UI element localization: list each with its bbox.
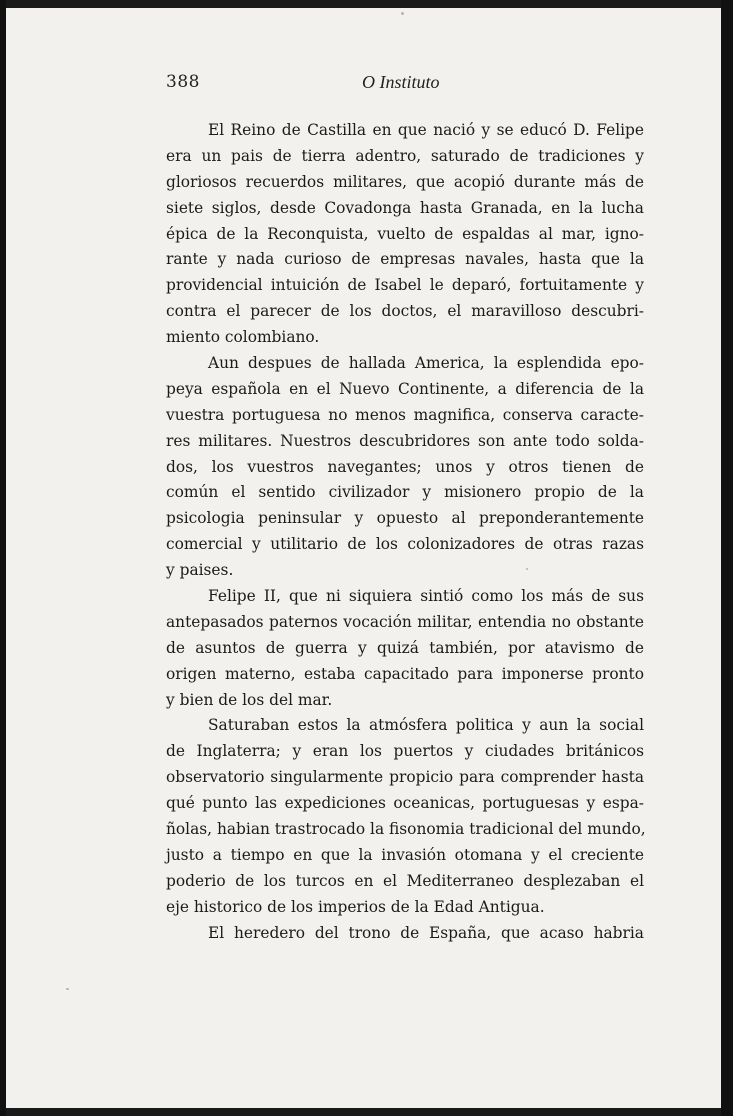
text-line: res militares. Nuestros descubridores son ante todo solda- bbox=[166, 431, 644, 450]
text-line: Felipe II, que ni siquiera sintió como los más de sus bbox=[208, 587, 644, 606]
paragraph bbox=[166, 118, 644, 351]
text-line: Aun despues de hallada America, la esplendida epo- bbox=[208, 354, 644, 373]
scan-speck bbox=[66, 988, 69, 990]
text-line: gloriosos recuerdos militares, que acopió durante más de bbox=[166, 172, 644, 191]
text-line: qué punto las expediciones oceanicas, portuguesas y espa- bbox=[166, 794, 644, 813]
text-line: rante y nada curioso de empresas navales, hasta que la bbox=[166, 250, 644, 269]
page-number: 388 bbox=[166, 72, 200, 92]
scan-speck bbox=[401, 12, 404, 15]
text-line: de Inglaterra; y eran los puertos y ciudades británicos bbox=[166, 742, 644, 761]
page-header bbox=[166, 72, 644, 102]
text-line: era un pais de tierra adentro, saturado de tradiciones y bbox=[166, 146, 644, 165]
text-line: Saturaban estos la atmósfera politica y aun la social bbox=[208, 716, 644, 735]
body-text bbox=[166, 118, 644, 947]
text-line: El Reino de Castilla en que nació y se educó D. Felipe bbox=[208, 121, 644, 139]
text-line: comercial y utilitario de los colonizadores de otras razas bbox=[166, 535, 644, 554]
text-line: providencial intuición de Isabel le deparó, fortuitamente y bbox=[166, 276, 644, 295]
running-title: O Instituto bbox=[362, 72, 440, 92]
text-line: común el sentido civilizador y misionero propio de la bbox=[166, 483, 644, 502]
paragraph bbox=[166, 713, 644, 920]
text-line: y bien de los del mar. bbox=[166, 690, 333, 709]
text-line: contra el parecer de los doctos, el maravilloso descubri- bbox=[166, 302, 644, 321]
paragraph bbox=[166, 584, 644, 713]
text-line: psicologia peninsular y opuesto al preponderantemente bbox=[166, 509, 644, 528]
text-line: peya española en el Nuevo Continente, a diferencia de la bbox=[166, 379, 644, 398]
paragraph bbox=[166, 921, 644, 947]
text-line: de asuntos de guerra y quizá también, por atavismo de bbox=[166, 638, 644, 657]
text-line: y paises. bbox=[166, 561, 234, 580]
text-line: justo a tiempo en que la invasión otomana y el creciente bbox=[166, 845, 644, 864]
paragraph bbox=[166, 351, 644, 584]
text-line: épica de la Reconquista, vuelto de espaldas al mar, igno- bbox=[166, 224, 644, 243]
text-line: poderio de los turcos en el Mediterraneo desplezaban el bbox=[166, 871, 644, 890]
text-line: ñolas, habian trastrocado la fisonomia tradicional del mundo, bbox=[166, 820, 646, 839]
text-line: siete siglos, desde Covadonga hasta Granada, en la lucha bbox=[166, 198, 644, 217]
text-line: dos, los vuestros navegantes; unos y otros tienen de bbox=[166, 457, 644, 476]
text-line: origen materno, estaba capacitado para imponerse pronto bbox=[166, 664, 644, 683]
scan-border-right bbox=[721, 0, 733, 1116]
text-line: miento colombiano. bbox=[166, 328, 320, 347]
text-line: antepasados paternos vocación militar, entendia no obstante bbox=[166, 612, 644, 631]
text-line: eje historico de los imperios de la Edad Antigua. bbox=[166, 897, 545, 916]
text-line: El heredero del trono de España, que acaso habria bbox=[208, 923, 644, 942]
text-line: vuestra portuguesa no menos magnifica, conserva caracte- bbox=[166, 405, 644, 424]
text-line: observatorio singularmente propicio para comprender hasta bbox=[166, 768, 644, 787]
